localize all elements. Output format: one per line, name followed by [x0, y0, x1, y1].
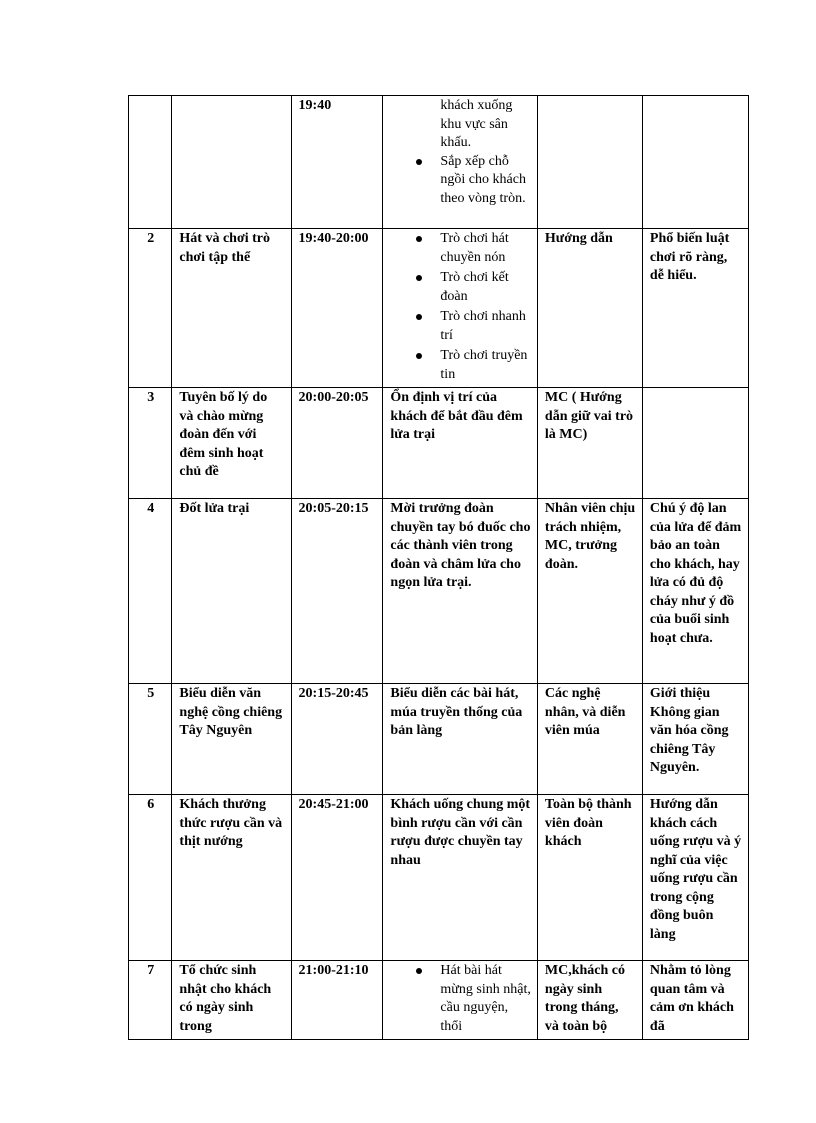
schedule-table: [128, 95, 749, 1040]
bullet-icon: [416, 236, 422, 242]
list-item: Trò chơi truyền tin: [440, 347, 530, 386]
table-row: [129, 499, 749, 684]
activity-list: [390, 153, 530, 211]
table-row: [129, 96, 749, 229]
bullet-icon: [416, 275, 422, 281]
table-row: [129, 388, 749, 499]
cell-staff: [537, 96, 642, 229]
cell-no: 4: [129, 499, 172, 684]
cell-note: Giới thiệu Không gian văn hóa cồng chiêng Tây Nguyên.: [642, 684, 748, 795]
cell-activity: [383, 961, 537, 1040]
cell-name: Khách thưởng thức rượu cần và thịt nướng: [172, 795, 291, 961]
list-item: Trò chơi hát chuyền nón: [440, 230, 530, 269]
cell-no: 6: [129, 795, 172, 961]
cell-note: [642, 96, 748, 229]
cell-staff: Nhân viên chịu trách nhiệm, MC, trưởng đoàn.: [537, 499, 642, 684]
cell-time: 19:40: [291, 96, 383, 229]
cell-staff: Hướng dẫn: [537, 229, 642, 388]
cell-staff: MC,khách có ngày sinh trong tháng, và toàn bộ: [537, 961, 642, 1040]
bullet-icon: [416, 353, 422, 359]
cell-name: Tuyên bố lý do và chào mừng đoàn đến với đêm sinh hoạt chủ đề: [172, 388, 291, 499]
bullet-icon: [416, 159, 422, 165]
cell-staff: MC ( Hướng dẫn giữ vai trò là MC): [537, 388, 642, 499]
cell-name: Hát và chơi trò chơi tập thể: [172, 229, 291, 388]
cell-no: [129, 96, 172, 229]
activity-list: [390, 962, 530, 1038]
cell-note: Chú ý độ lan của lửa để đảm bảo an toàn cho khách, hay lửa có đủ độ cháy như ý đồ của buổi sinh hoạt chưa.: [642, 499, 748, 684]
cell-activity: [383, 229, 537, 388]
cell-time: 20:05-20:15: [291, 499, 383, 684]
activity-continued-text: khách xuống khu vực sân khấu.: [440, 98, 513, 150]
table-row: [129, 229, 749, 388]
cell-activity: Ổn định vị trí của khách để bắt đầu đêm lửa trại: [383, 388, 537, 499]
cell-no: 3: [129, 388, 172, 499]
list-item: Hát bài hát mừng sinh nhật, cầu nguyện, thổi: [440, 962, 530, 1038]
bullet-icon: [416, 968, 422, 974]
cell-name: Biểu diễn văn nghệ cồng chiêng Tây Nguyên: [172, 684, 291, 795]
cell-time: 20:00-20:05: [291, 388, 383, 499]
table-row: [129, 961, 749, 1040]
table-row: [129, 795, 749, 961]
cell-activity: [383, 96, 537, 229]
cell-time: 20:15-20:45: [291, 684, 383, 795]
list-item: Sắp xếp chỗ ngồi cho khách theo vòng tròn.: [440, 153, 530, 211]
list-item: Trò chơi nhanh trí: [440, 308, 530, 347]
cell-no: 7: [129, 961, 172, 1040]
cell-note: Nhằm tỏ lòng quan tâm và cảm ơn khách đã: [642, 961, 748, 1040]
cell-activity: Khách uống chung một bình rượu cần với cần rượu được chuyền tay nhau: [383, 795, 537, 961]
cell-no: 5: [129, 684, 172, 795]
cell-name: Tổ chức sinh nhật cho khách có ngày sinh trong: [172, 961, 291, 1040]
cell-time: 20:45-21:00: [291, 795, 383, 961]
bullet-icon: [416, 314, 422, 320]
cell-name: [172, 96, 291, 229]
cell-name: Đốt lửa trại: [172, 499, 291, 684]
cell-time: 21:00-21:10: [291, 961, 383, 1040]
cell-no: 2: [129, 229, 172, 388]
table-row: [129, 684, 749, 795]
activity-list: [390, 230, 530, 386]
cell-activity: Biểu diễn các bài hát, múa truyền thống của bản làng: [383, 684, 537, 795]
cell-activity: Mời trưởng đoàn chuyền tay bó đuốc cho các thành viên trong đoàn và châm lửa cho ngọn lửa trại.: [383, 499, 537, 684]
cell-note: [642, 388, 748, 499]
cell-time: 19:40-20:00: [291, 229, 383, 388]
cell-staff: Toàn bộ thành viên đoàn khách: [537, 795, 642, 961]
list-item: Trò chơi kết đoàn: [440, 269, 530, 308]
cell-note: Phổ biến luật chơi rõ ràng, dễ hiểu.: [642, 229, 748, 388]
cell-staff: Các nghệ nhân, và diễn viên múa: [537, 684, 642, 795]
cell-note: Hướng dẫn khách cách uống rượu và ý nghĩ của việc uống rượu cần trong cộng đồng buôn làng: [642, 795, 748, 961]
